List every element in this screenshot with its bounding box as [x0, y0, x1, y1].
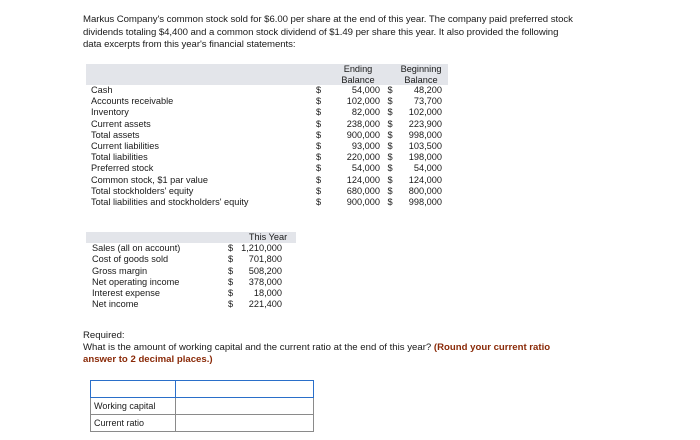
income-statement-body	[86, 243, 296, 310]
dollar-sign: $	[314, 152, 336, 163]
dollar-sign: $	[314, 107, 336, 118]
bs-ending-value: 220,000	[336, 152, 380, 163]
table-row	[86, 277, 296, 288]
bs-header-ending: Ending Balance	[336, 64, 380, 85]
dollar-sign: $	[228, 288, 234, 299]
dollar-sign: $	[228, 254, 234, 265]
bs-ending-value: 680,000	[336, 186, 380, 197]
is-row-value: 508,200	[248, 265, 282, 276]
bs-ending-value: 102,000	[336, 96, 380, 107]
bs-header-beginning: Beginning Balance	[400, 64, 448, 85]
problem-intro	[83, 14, 573, 52]
bs-ending-value: 82,000	[336, 107, 380, 118]
table-row	[86, 130, 448, 141]
dollar-sign: $	[314, 186, 336, 197]
income-statement-table	[86, 232, 296, 310]
bs-row-label: Current assets	[86, 119, 314, 130]
is-row-value: 1,210,000	[241, 243, 282, 254]
dollar-sign: $	[314, 197, 336, 208]
dollar-sign: $	[380, 141, 400, 152]
table-row	[86, 186, 448, 197]
bs-row-label: Total stockholders' equity	[86, 186, 314, 197]
income-statement-header-row	[86, 232, 296, 243]
bs-row-label: Total liabilities and stockholders' equity	[86, 197, 314, 208]
dollar-sign: $	[380, 175, 400, 186]
dollar-sign: $	[380, 85, 400, 96]
bs-beginning-value: 198,000	[400, 152, 448, 163]
dollar-sign: $	[314, 85, 336, 96]
answer-table	[90, 380, 314, 432]
table-row	[86, 119, 448, 130]
answer-row-working-capital	[91, 398, 314, 415]
bs-beginning-value: 48,200	[400, 85, 448, 96]
bs-header-label-cell	[86, 64, 314, 85]
bs-row-label: Cash	[86, 85, 314, 96]
bs-ending-value: 900,000	[336, 197, 380, 208]
bs-beginning-value: 102,000	[400, 107, 448, 118]
bs-beginning-value: 54,000	[400, 163, 448, 174]
is-row-label: Cost of goods sold	[92, 254, 169, 265]
working-capital-input[interactable]	[176, 398, 313, 414]
dollar-sign: $	[228, 299, 234, 310]
dollar-sign: $	[380, 119, 400, 130]
bs-beginning-value: 998,000	[400, 130, 448, 141]
bs-beginning-value: 103,500	[400, 141, 448, 152]
bs-row-label: Total liabilities	[86, 152, 314, 163]
balance-sheet-table	[86, 64, 448, 208]
table-row	[86, 107, 448, 118]
dollar-sign: $	[380, 152, 400, 163]
bs-row-label: Preferred stock	[86, 163, 314, 174]
dollar-sign: $	[380, 130, 400, 141]
table-row	[86, 299, 296, 310]
table-row	[86, 288, 296, 299]
dollar-sign: $	[228, 276, 234, 287]
is-row-label: Sales (all on account)	[92, 243, 181, 254]
dollar-sign: $	[314, 96, 336, 107]
table-row	[86, 266, 296, 277]
dollar-sign: $	[314, 175, 336, 186]
table-row	[86, 152, 448, 163]
bs-row-label: Current liabilities	[86, 141, 314, 152]
dollar-sign: $	[314, 141, 336, 152]
bs-ending-value: 54,000	[336, 85, 380, 96]
is-row-value: 18,000	[253, 288, 282, 299]
dollar-sign: $	[380, 163, 400, 174]
bs-beginning-value: 800,000	[400, 186, 448, 197]
bs-beginning-value: 223,900	[400, 119, 448, 130]
intro-text: Markus Company's common stock sold for $6.00 per share at the end of this year. The company paid preferred stock dividends totaling $4,400 and a common stock dividend of $1.49 per share this year. It also provided the following data excerpts from this year's financial statements:	[83, 14, 573, 50]
dollar-sign: $	[314, 130, 336, 141]
bs-beginning-value: 998,000	[400, 197, 448, 208]
is-row-label: Net operating income	[92, 276, 180, 287]
required-question: What is the amount of working capital and the current ratio at the end of this year? (Round your current ratio answer to 2 decimal places.)	[83, 341, 551, 365]
bs-beginning-value: 124,000	[400, 175, 448, 186]
is-row-value: 701,800	[248, 254, 282, 265]
required-section	[83, 330, 553, 365]
is-row-label: Gross margin	[92, 265, 148, 276]
balance-sheet-header-row	[86, 64, 448, 85]
is-row-label: Net income	[92, 299, 139, 310]
answer-table-header-row	[91, 381, 314, 398]
is-row-value: 378,000	[248, 276, 282, 287]
table-row	[86, 96, 448, 107]
is-row-label: Interest expense	[92, 288, 160, 299]
table-row	[86, 197, 448, 208]
bs-beginning-value: 73,700	[400, 96, 448, 107]
table-row	[86, 85, 448, 96]
table-row	[86, 163, 448, 174]
is-row-value: 221,400	[248, 299, 282, 310]
is-header-this-year: This Year	[240, 232, 296, 243]
dollar-sign: $	[380, 186, 400, 197]
table-row	[86, 243, 296, 254]
dollar-sign: $	[314, 119, 336, 130]
current-ratio-label: Current ratio	[91, 415, 176, 432]
bs-row-label: Accounts receivable	[86, 96, 314, 107]
bs-row-label: Common stock, $1 par value	[86, 175, 314, 186]
table-row	[86, 141, 448, 152]
current-ratio-input[interactable]	[176, 415, 313, 431]
table-row	[86, 254, 296, 265]
bs-ending-value: 238,000	[336, 119, 380, 130]
bs-row-label: Total assets	[86, 130, 314, 141]
dollar-sign: $	[380, 107, 400, 118]
bs-ending-value: 900,000	[336, 130, 380, 141]
dollar-sign: $	[228, 265, 234, 276]
bs-ending-value: 93,000	[336, 141, 380, 152]
bs-ending-value: 124,000	[336, 175, 380, 186]
dollar-sign: $	[380, 197, 400, 208]
working-capital-label: Working capital	[91, 398, 176, 415]
dollar-sign: $	[380, 96, 400, 107]
required-title: Required:	[83, 330, 125, 341]
balance-sheet-body	[86, 85, 448, 208]
bs-row-label: Inventory	[86, 107, 314, 118]
dollar-sign: $	[314, 163, 336, 174]
answer-row-current-ratio	[91, 415, 314, 432]
rounding-hint: (Round your current ratio answer to 2 decimal places.)	[83, 341, 551, 365]
table-row	[86, 175, 448, 186]
bs-ending-value: 54,000	[336, 163, 380, 174]
dollar-sign: $	[228, 243, 234, 254]
